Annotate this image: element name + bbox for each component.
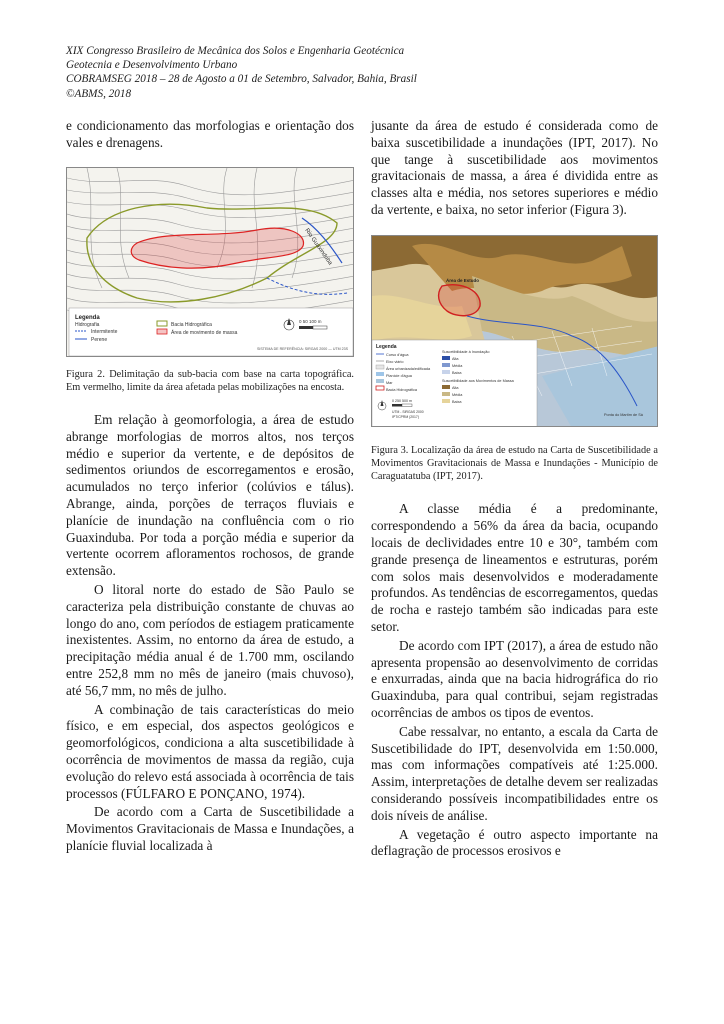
- conference-dates: COBRAMSEG 2018 – 28 de Agosto a 01 de Setembro, Salvador, Bahia, Brasil: [66, 73, 417, 86]
- figure3-area-label: Área de Estudo: [446, 277, 480, 283]
- legend-area-urbanizada: Área urbanizada/edificada: [386, 366, 431, 371]
- left-column: [66, 118, 354, 855]
- legend-inund-alta: Alta: [452, 356, 459, 361]
- legend-planicie: Planície d'água: [386, 373, 412, 378]
- paragraph-carta: De acordo com a Carta de Suscetibilidade a Movimentos Gravitacionais de Massa e Inundações, a planície fluvial localizada à: [66, 804, 354, 853]
- paragraph-ipt: De acordo com IPT (2017), a área de estudo não apresenta propensão ao desenvolvimento de corridas e enxurradas, ainda que na bacia hidrográfica do rio Guaxinduba, para qual contribui, sejam registradas ocorrências de ambos os tipos de eventos.: [371, 637, 658, 720]
- figure2-source: SISTEMA DE REFERÊNCIA: SIRGAS 2000 — UTM 23S: [257, 346, 349, 351]
- paragraph-vegetacao: A vegetação é outro aspecto importante na deflagração de processos erosivos e: [371, 826, 658, 859]
- topographic-map: [67, 168, 354, 357]
- conference-theme: Geotecnia e Desenvolvimento Urbano: [66, 59, 238, 72]
- legend-susc-mov-title: Suscetibilidade aos Movimentos de Massa: [442, 378, 514, 383]
- figure2-scale: 0 50 100 m: [299, 318, 322, 324]
- legend-mov-alta: Alta: [452, 385, 459, 390]
- legend-curso-dagua: Curso d'água: [386, 352, 409, 357]
- susceptibility-map: [372, 236, 658, 427]
- paragraph-escala: Cabe ressalvar, no entanto, a escala da Carta de Suscetibilidade do IPT, desenvolvida em 1:50.000, mas com informações compatíveis até 1:25.000. Assim, interpretações de detalhe devem ser realizadas considerando possíveis incompatibilidades entre os dois níveis de análise.: [371, 723, 658, 823]
- legend-mov-media: Média: [452, 392, 463, 397]
- legend-eixo-viario: Eixo viário: [386, 359, 404, 364]
- legend-mov-baixa: Baixa: [452, 399, 462, 404]
- legend-susc-inund-title: Suscetibilidade à Inundação: [442, 349, 490, 354]
- figure2-legend-title: Legenda: [75, 314, 100, 321]
- paragraph-classe-media: A classe média é a predominante, correspondendo a 56% da área da bacia, ocupando locais de declividades entre 10 e 30°, também com grande presença de lineamentos e estruturas, porém com solos mais desenvolvidos e moderadamente profundos. As tendências de escorregamentos, quedas de rocha e rastejo também são indicadas para este setor.: [371, 501, 658, 634]
- page-header: [66, 44, 666, 101]
- legend-inund-baixa: Baixa: [452, 370, 462, 375]
- paragraph-combinacao: A combinação de tais características do meio físico, e em especial, dos aspectos geológicos e geomorfológicos, condiciona a alta suscetibilidade à ocorrência de movimentos de massa da região, cuja evolução do relevo está associada à ocorrência de tais processos (FÚLFARO E PONÇANO, 1974).: [66, 701, 354, 801]
- figure-2-caption: Figura 2. Delimitação da sub-bacia com base na carta topográfica. Em vermelho, limite da área afetada pelas mobilizações na encosta.: [66, 368, 354, 393]
- figure3-sea-label: Ponta do Martim de Sá: [604, 412, 643, 417]
- legend-intermitente: Intermitente: [91, 328, 118, 335]
- legend-perene: Perene: [91, 336, 108, 343]
- copyright: ©ABMS, 2018: [66, 87, 132, 100]
- figure-2-map: [66, 167, 354, 357]
- figure-3-map: [371, 235, 658, 427]
- paragraph-litoral-norte: O litoral norte do estado de São Paulo se caracteriza pela distribuição constante de chuvas ao longo do ano, com períodos de estiagem praticamente inexistentes. Assim, no entorno da área de estudo, a precipitação média anual é de 1.700 mm, oscilando entre 252,8 mm no mês de janeiro (mais chuvoso), até 56,7 mm, no mês de julho.: [66, 581, 354, 698]
- figure3-projection: UTM - SIRGAS 2000: [392, 409, 424, 414]
- legend-bacia: Bacia Hidrográfica: [171, 321, 212, 328]
- intro-paragraph: e condicionamento das morfologias e orientação dos vales e drenagens.: [66, 118, 354, 150]
- figure3-scale: 0 250 500 m: [392, 398, 412, 403]
- legend-bacia-hidro: Bacia Hidrográfica: [386, 387, 418, 392]
- legend-inund-media: Média: [452, 363, 463, 368]
- legend-hidrografia: Hidrografia: [75, 321, 100, 328]
- conference-title: XIX Congresso Brasileiro de Mecânica dos Solos e Engenharia Geotécnica: [66, 45, 405, 57]
- figure-3-caption: Figura 3. Localização da área de estudo na Carta de Suscetibilidade a Movimentos Gravitacionais de Massa e Inundações - Município de Caraguatatuba (IPT, 2017).: [371, 444, 658, 483]
- figure3-legend-title: Legenda: [376, 343, 397, 350]
- right-column: [371, 118, 658, 860]
- river-label: Rio Guaxinduba: [303, 227, 333, 266]
- paragraph-geomorfologia: Em relação à geomorfologia, a área de estudo abrange morfologias de morros altos, nos terços médio e superior da vertente, e de depósitos de sedimentos oriundos de escorregamentos e erosão, acumulados no terço inferior (colúvios e tálus). Abrange, ainda, porções de terraços fluviais e planície de inundação na confluência com o rio Guaxinduba. Por toda a porção média e superior da vertente ocorrem afloramentos rochosos, de grande extensão.: [66, 412, 354, 579]
- legend-area-movimento: Área de movimento de massa: [171, 329, 238, 336]
- figure3-source: IPT/CPRM (2017): [392, 414, 419, 419]
- paragraph-jusante: jusante da área de estudo é considerada como de baixa suscetibilidade a inundações (IPT, 2017). No que tange à suscetibilidade aos movimentos gravitacionais de massa, a área é dividida entre as classes alta e média, nos setores superiores e médio da vertente, e baixa, no setor inferior (Figura 3).: [371, 118, 658, 217]
- legend-mar: Mar: [386, 380, 393, 385]
